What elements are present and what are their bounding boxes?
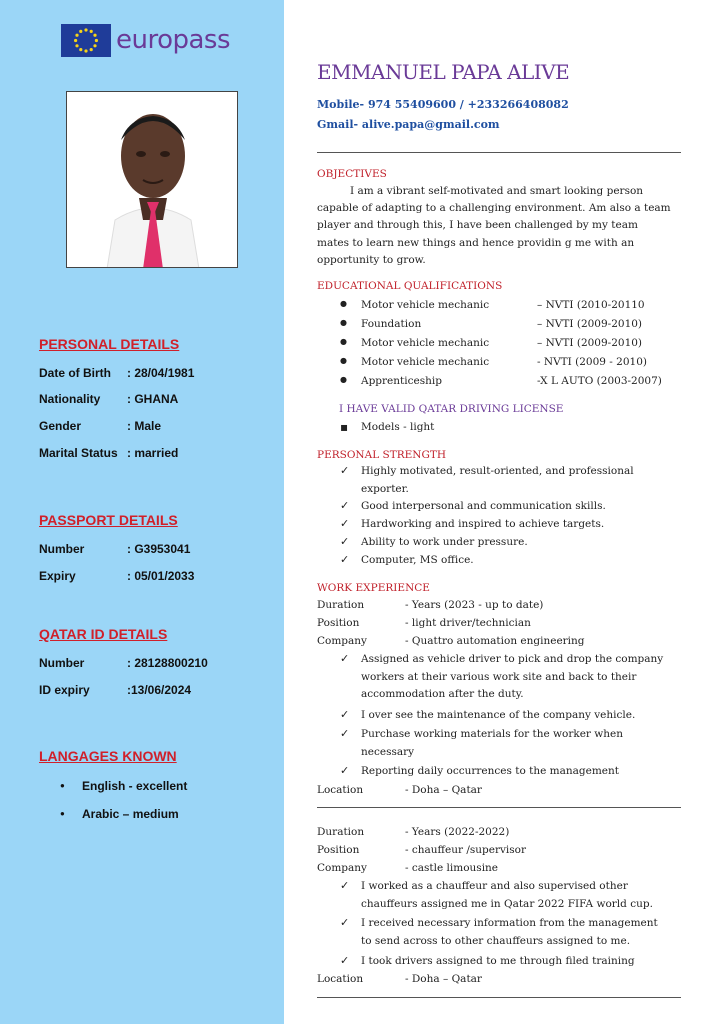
job1-duty xyxy=(361,726,623,761)
strength-title: PERSONAL STRENGTH xyxy=(317,449,447,461)
nationality-row xyxy=(39,392,178,406)
education-item xyxy=(361,356,647,368)
field-value: - Doha – Qatar xyxy=(405,784,482,796)
education-item xyxy=(361,318,642,330)
job2-duty xyxy=(361,915,658,950)
job2-duty xyxy=(361,878,653,913)
education-course: ● Foundation xyxy=(361,318,422,330)
gender-label: Gender xyxy=(39,419,82,433)
field-label: Duration xyxy=(317,826,365,838)
education-detail: - NVTI (2009 - 2010) xyxy=(537,356,648,368)
dob-row xyxy=(39,366,194,380)
strength-text: ✓ Hardworking and inspired to achieve targets. xyxy=(361,518,605,530)
job2-duty xyxy=(361,953,635,971)
education-detail: -X L AUTO (2003-2007) xyxy=(537,375,662,387)
passport-expiry-label: Expiry xyxy=(39,569,76,583)
field-label: Location xyxy=(317,784,364,796)
language-item xyxy=(62,807,179,821)
education-course: ● Motor vehicle mechanic xyxy=(361,299,490,311)
field-value: - Years (2023 - up to date) xyxy=(405,599,544,611)
objective-line: capable of adapting to a challenging environment. Am also a team xyxy=(317,202,671,215)
objective-line: mates to learn new things and hence providin g me with an xyxy=(317,236,635,249)
work-title: WORK EXPERIENCE xyxy=(317,582,430,594)
eu-flag-icon xyxy=(61,24,111,57)
passport-details-title: PASSPORT DETAILS xyxy=(39,512,178,528)
europass-logo xyxy=(61,24,230,57)
qid-expiry-row xyxy=(39,683,191,697)
education-course: ● Apprenticeship xyxy=(361,375,442,387)
language-english: English - excellent xyxy=(82,779,188,793)
duty-text: accommodation after the duty. xyxy=(361,688,524,700)
qid-number-value: : 28128800210 xyxy=(127,656,208,670)
duty-text: ✓ Assigned as vehicle driver to pick and drop the company xyxy=(361,653,664,665)
qid-expiry-label: ID expiry xyxy=(39,683,90,697)
field-value: - castle limousine xyxy=(405,862,499,874)
qid-expiry-value: :13/06/2024 xyxy=(127,683,192,697)
duty-text: necessary xyxy=(361,745,415,758)
qid-number-label: Number xyxy=(39,656,85,670)
strength-text: ✓ Ability to work under pressure. xyxy=(361,536,528,548)
education-item xyxy=(361,375,662,387)
strength-text: ✓ Highly motivated, result-oriented, and professional xyxy=(361,465,634,477)
duty-text: to send across to other chauffeurs assigned to me. xyxy=(361,934,631,947)
field-value: - Doha – Qatar xyxy=(405,973,482,985)
license-title: I HAVE VALID QATAR DRIVING LICENSE xyxy=(339,403,564,415)
objectives-title: OBJECTIVES xyxy=(317,168,387,180)
passport-expiry-row xyxy=(39,569,194,583)
strength-text: ✓ Computer, MS office. xyxy=(361,554,474,566)
job2-company xyxy=(317,862,498,874)
qid-number-row xyxy=(39,656,208,670)
education-course: ● Motor vehicle mechanic xyxy=(361,337,490,349)
field-value: - Years (2022-2022) xyxy=(405,826,510,838)
objective-line: I am a vibrant self-motivated and smart looking person xyxy=(350,185,644,197)
contact-mobile: Mobile- 974 55409600 / +233266408082 xyxy=(317,98,569,111)
candidate-name: EMMANUEL PAPA ALIVE xyxy=(317,60,570,84)
duty-text: ✓ I took drivers assigned to me through filed training xyxy=(361,955,635,967)
contact-email: Gmail- alive.papa@gmail.com xyxy=(317,118,500,131)
logo-text: europass xyxy=(116,25,231,55)
field-value: - light driver/technician xyxy=(405,617,531,629)
languages-title: LANGAGES KNOWN xyxy=(39,748,177,764)
duty-text: ✓ I worked as a chauffeur and also supervised other xyxy=(361,880,628,892)
strength-text: ✓ Good interpersonal and communication skills. xyxy=(361,500,606,512)
passport-number-label: Number xyxy=(39,542,85,556)
job2-duration xyxy=(317,826,509,838)
education-item xyxy=(361,299,645,311)
strength-text: exporter. xyxy=(361,482,409,495)
duty-text: ✓ I over see the maintenance of the company vehicle. xyxy=(361,709,636,721)
gender-value: : Male xyxy=(127,419,162,433)
job2-location xyxy=(317,973,482,985)
license-model: ▪ Models - light xyxy=(361,421,435,433)
duty-text: chauffeurs assigned me in Qatar 2022 FIFA world cup. xyxy=(361,897,653,910)
duty-text: workers at their various work site and back to their xyxy=(361,670,637,683)
profile-photo xyxy=(66,91,238,268)
strength-item xyxy=(361,463,634,498)
passport-expiry-value: : 05/01/2033 xyxy=(127,569,195,583)
language-item xyxy=(62,779,187,793)
field-value: - chauffeur /supervisor xyxy=(405,844,527,856)
education-course: ● Motor vehicle mechanic xyxy=(361,356,490,368)
marital-row xyxy=(39,446,178,460)
education-detail: – NVTI (2009-2010) xyxy=(537,337,643,349)
education-title: EDUCATIONAL QUALIFICATIONS xyxy=(317,280,503,292)
passport-number-row xyxy=(39,542,190,556)
job1-duty xyxy=(361,651,663,704)
duty-text: ✓ I received necessary information from the management xyxy=(361,917,658,929)
job1-duration xyxy=(317,599,543,611)
field-label: Duration xyxy=(317,599,365,611)
job1-duty xyxy=(361,763,619,781)
objective-line: opportunity to grow. xyxy=(317,253,426,266)
field-label: Location xyxy=(317,973,364,985)
marital-value: : married xyxy=(127,446,179,460)
field-label: Position xyxy=(317,844,360,856)
marital-label: Marital Status xyxy=(39,446,118,460)
dob-value: : 28/04/1981 xyxy=(127,366,195,380)
duty-text: ✓ Reporting daily occurrences to the management xyxy=(361,765,619,777)
dob-label: Date of Birth xyxy=(39,366,111,380)
objective-line: player and through this, I have been challenged by my team xyxy=(317,219,638,232)
nationality-value: : GHANA xyxy=(127,392,179,406)
duty-text: ✓ Purchase working materials for the worker when xyxy=(361,728,624,740)
strength-item xyxy=(361,534,528,552)
field-label: Company xyxy=(317,635,367,647)
education-item xyxy=(361,337,642,349)
objectives-text xyxy=(317,183,681,269)
passport-number-value: : G3953041 xyxy=(127,542,191,556)
field-label: Company xyxy=(317,862,367,874)
gender-row xyxy=(39,419,161,433)
job1-duty xyxy=(361,707,635,725)
job1-position xyxy=(317,617,531,629)
personal-details-title: PERSONAL DETAILS xyxy=(39,336,180,352)
divider xyxy=(317,152,681,153)
nationality-label: Nationality xyxy=(39,392,101,406)
divider xyxy=(317,997,681,998)
job1-company xyxy=(317,635,585,647)
job1-location xyxy=(317,784,482,796)
field-value: - Quattro automation engineering xyxy=(405,635,585,647)
strength-item xyxy=(361,498,606,516)
education-detail: – NVTI (2009-2010) xyxy=(537,318,643,330)
education-detail: – NVTI (2010-20110 xyxy=(537,299,645,311)
language-arabic: Arabic – medium xyxy=(82,807,179,821)
job2-position xyxy=(317,844,526,856)
field-label: Position xyxy=(317,617,360,629)
qatar-id-title: QATAR ID DETAILS xyxy=(39,626,168,642)
license-item xyxy=(361,421,434,433)
strength-item xyxy=(361,552,474,570)
strength-item xyxy=(361,516,604,534)
divider xyxy=(317,807,681,808)
